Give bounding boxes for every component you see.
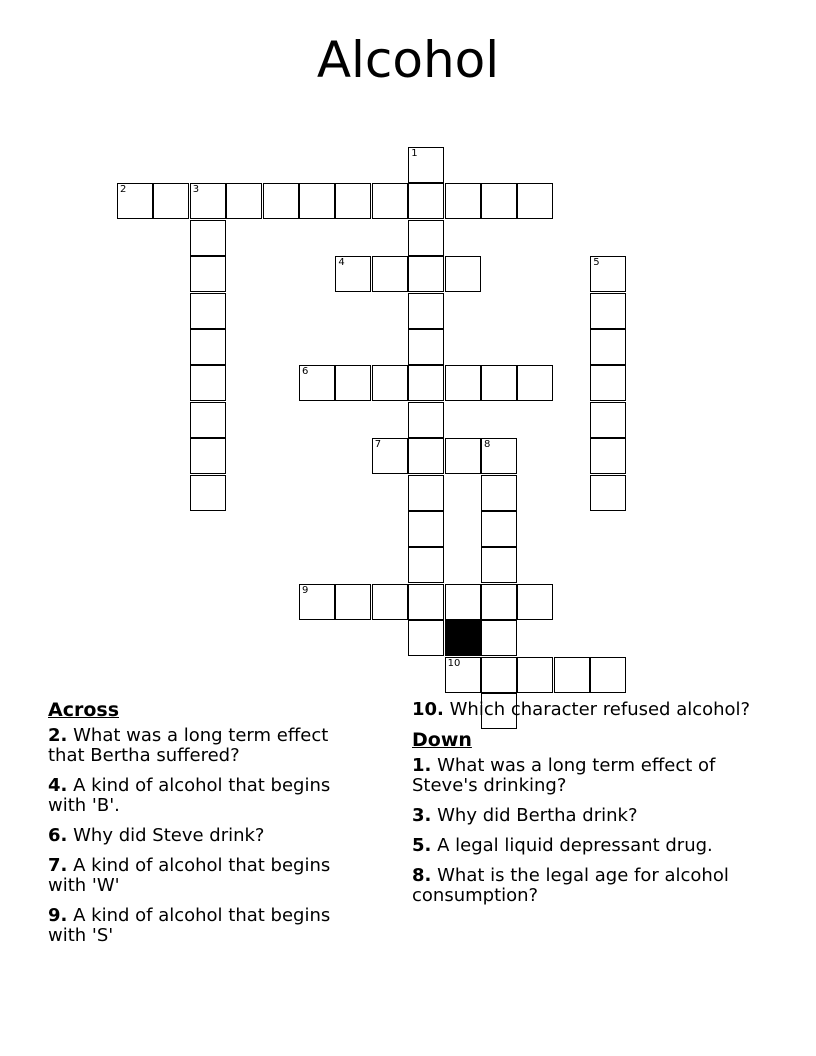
grid-cell[interactable] [517,657,553,693]
grid-cell[interactable] [117,183,153,219]
grid-cell[interactable] [445,256,481,292]
grid-cell[interactable] [590,256,626,292]
grid-cell[interactable] [590,365,626,401]
clue-text: A kind of alcohol that begins with 'W' [48,855,331,896]
grid-cell[interactable] [481,620,517,656]
grid-cell[interactable] [190,365,226,401]
puzzle-title: Alcohol [316,31,500,89]
grid-cell[interactable] [372,183,408,219]
grid-cell[interactable] [408,256,444,292]
cell-number: 8 [484,439,491,451]
grid-cell[interactable] [408,475,444,511]
grid-cell[interactable] [554,657,590,693]
clue-across-10 [412,700,752,720]
grid-cell[interactable] [517,365,553,401]
grid-cell[interactable] [190,183,226,219]
grid-cell[interactable] [481,584,517,620]
grid-cell[interactable] [263,183,299,219]
grid-cell[interactable] [481,365,517,401]
grid-cell[interactable] [590,657,626,693]
grid-cell[interactable] [226,183,262,219]
grid-cell[interactable] [190,329,226,365]
across-heading: Across [48,699,120,721]
grid-cell[interactable] [190,402,226,438]
clue-number: 6. [48,825,68,846]
clue-text: What was a long term effect that Bertha suffered? [48,725,329,766]
grid-cell[interactable] [335,365,371,401]
cell-number: 10 [447,657,461,669]
cell-number: 2 [120,184,127,196]
grid-cell[interactable] [408,620,444,656]
cell-number: 7 [374,439,382,451]
grid-cell[interactable] [590,293,626,329]
grid-cell[interactable] [445,584,481,620]
clue-down-8 [412,866,752,906]
clue-across-9 [48,906,368,946]
grid-cell[interactable] [190,256,226,292]
clue-number: 1. [412,755,432,776]
grid-cell[interactable] [590,402,626,438]
grid-cell[interactable] [481,183,517,219]
clue-across-2 [48,726,368,766]
cell-number: 3 [192,184,200,196]
clue-down-3 [412,806,752,826]
clue-text: What is the legal age for alcohol consumption? [412,865,729,906]
down-heading: Down [412,729,472,751]
clue-across-7 [48,856,368,896]
grid-cell[interactable] [335,183,371,219]
clue-across-4 [48,776,368,816]
grid-cell[interactable] [590,329,626,365]
clue-number: 8. [412,865,432,886]
grid-cell[interactable] [590,438,626,474]
cell-number: 9 [302,584,309,596]
clue-down-1 [412,756,752,796]
clue-across-6 [48,826,368,846]
grid-cell[interactable] [190,220,226,256]
clues-right-column [412,700,752,916]
grid-cell[interactable] [190,293,226,329]
grid-cell[interactable] [481,438,517,474]
grid-cell[interactable] [481,511,517,547]
grid-cell[interactable] [408,438,444,474]
grid-cell[interactable] [408,402,444,438]
grid-cell[interactable] [190,438,226,474]
clue-text: What was a long term effect of Steve's drinking? [412,755,716,796]
clue-number: 5. [412,835,432,856]
grid-cell[interactable] [481,657,517,693]
grid-cell[interactable] [445,657,481,693]
clue-number: 4. [48,775,68,796]
clue-number: 10. [412,699,444,720]
clue-text: A kind of alcohol that begins with 'S' [48,905,331,946]
clue-text: Which character refused alcohol? [449,699,751,720]
cell-number: 6 [302,366,309,378]
clue-number: 9. [48,905,68,926]
grid-cell[interactable] [445,438,481,474]
grid-cell[interactable] [372,365,408,401]
grid-cell[interactable] [190,475,226,511]
grid-cell[interactable] [481,475,517,511]
clue-number: 3. [412,805,432,826]
cell-number: 4 [338,257,345,269]
clue-number: 2. [48,725,68,746]
grid-cell[interactable] [445,365,481,401]
grid-cell[interactable] [481,547,517,583]
grid-cell[interactable] [408,547,444,583]
grid-cell[interactable] [408,183,444,219]
clue-text: Why did Steve drink? [73,825,265,846]
grid-cell[interactable] [517,183,553,219]
grid-cell[interactable] [408,584,444,620]
grid-cell[interactable] [372,256,408,292]
grid-cell[interactable] [335,584,371,620]
grid-cell[interactable] [408,293,444,329]
grid-cell[interactable] [408,329,444,365]
grid-cell[interactable] [590,475,626,511]
clue-down-5 [412,836,752,856]
grid-cell[interactable] [408,147,444,183]
grid-cell[interactable] [517,584,553,620]
clues-left-column [48,700,368,956]
grid-cell[interactable] [445,183,481,219]
grid-cell[interactable] [372,584,408,620]
grid-cell[interactable] [299,584,335,620]
grid-block-cell [445,620,481,656]
cell-number: 1 [411,148,418,159]
grid-cell[interactable] [408,220,444,256]
grid-cell[interactable] [408,511,444,547]
clue-text: A legal liquid depressant drug. [437,835,713,856]
grid-cell[interactable] [408,365,444,401]
grid-cell[interactable] [153,183,189,219]
cell-number: 5 [593,257,600,269]
grid-cell[interactable] [335,256,371,292]
clue-text: A kind of alcohol that begins with 'B'. [48,775,331,816]
clue-text: Why did Bertha drink? [437,805,638,826]
grid-cell[interactable] [299,183,335,219]
clue-number: 7. [48,855,68,876]
grid-cell[interactable] [372,438,408,474]
grid-cell[interactable] [299,365,335,401]
